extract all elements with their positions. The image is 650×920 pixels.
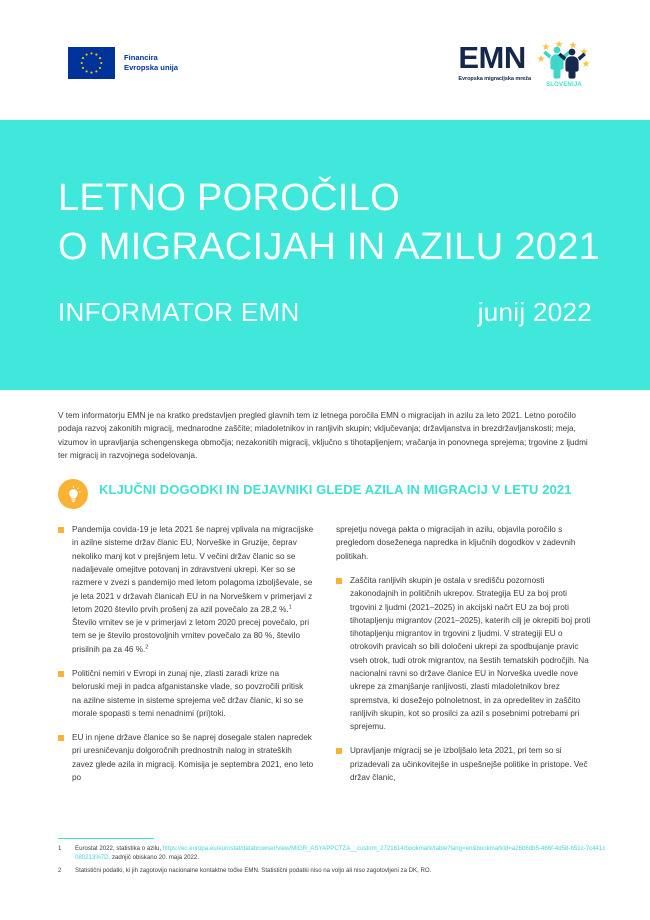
- emn-emblem: [536, 39, 592, 88]
- emn-acronym: EMN: [458, 40, 526, 75]
- list-item: [58, 667, 314, 720]
- column-left: [58, 523, 314, 795]
- footnote-number: 2: [58, 867, 62, 875]
- footnote-ref-2[interactable]: 2: [145, 643, 149, 650]
- list-item-text: Pandemija covida-19 je leta 2021 še naprej vplivala na migracijske in azilne sisteme držav članic EU, Norveške in Gruzije, čeprav nekoliko manj kot v prejšnjem letu. V večini držav članic so se nadaljevale omejitve potovanj in zdravstveni ukrepi. Ker so se razmere v zvezi s pandemijo med letom polagoma izboljševale, se je leta 2021 v državah članicah EU in na Norveškem v primerjavi z letom 2020 število prvih prošenj za azil povečalo za 28,2 %.$^1$ Število vrnitev se je v primerjavi z letom 2020 precej povečalo, pri tem se je število prostovoljnih vrnitev povečalo za 80 %, število prisilnih pa za 46 %.$^2$: [72, 525, 314, 654]
- emn-logo: [458, 42, 592, 88]
- eu-funding-line-1: Financira: [124, 52, 158, 62]
- footnotes: [58, 838, 606, 879]
- list-item-text: Politični nemiri v Evropi in zunaj nje, zlasti zaradi krize na beloruski meji in padca afganistanske vlade, so povzročili pritisk na azilne sisteme in sisteme sprejema več držav članic, ki so se morale spopasti s temi nenadnimi (pri)toki.: [72, 668, 304, 718]
- bullet-marker: [58, 527, 64, 533]
- eu-funding-text: [124, 53, 178, 73]
- intro-paragraph: V tem informatorju EMN je na kratko predstavljen pregled glavnih tem iz letnega poročila EMN o migracijah in azilu za leto 2021. Letno poročilo podaja razvoj zakonitih migracij, mednarodne zaščite; mladoletnikov in ranljivih skupin; vključevanja; državljanstva in brezdržavljanskosti; meja, vizumov in upravljanja schengenskega območja; nezakonitih migracij, vključno s tihotapljenjem; vračanja in ponovnega sprejema; trgovine z ljudmi ter migracij in razvojnega sodelovanja.: [58, 411, 588, 460]
- list-item-text: EU in njene države članice so še naprej dosegale stalen napredek pri uresničevanju dolgoročnih prednostnih nalog in strateških zavez glede azila in migracij. Komisija je septembra 2021, eno leto po: [72, 733, 314, 782]
- list-item: [336, 744, 592, 784]
- bullet-marker: [58, 671, 64, 677]
- footnote-item: [58, 866, 606, 875]
- emn-figures-icon: [536, 39, 592, 81]
- page-subtitle: INFORMATOR EMN: [58, 297, 300, 327]
- footnote-text: Statistični podatki, ki jih zagotovijo nacionalne kontaktne točke EMN. Statistični podatki niso na voljo ali niso zagotovljeni za DK, RO.: [75, 867, 432, 875]
- list-item-text: Zaščita ranljivih skupin je ostala v središču pozornosti zakonodajnih in političnih ukrepov. Strategija EU za boj proti trgovini z ljudmi (2021–2025) in akcijski načrt EU za boj proti tihotapljenju migrantov (2021–2025), katerih cilj je okrepiti boj proti tihotapljenju migrantov in trgovini z ljudmi. V strategiji EU o otrokovih pravicah so bili določeni ukrepi za spodbujanje pravic vseh otrok, tudi otrok migrantov, na šestih tematskih področjih. Na nacionalni ravni so države članice EU in Norveška uvedle nove ukrepe za zmanjšanje ranljivosti, zlasti mladoletnikov brez spremstva, ki dosežejo polnoletnost, in za opredelitev in zaščito ranljivih skupin, kot so prosilci za azil s posebnimi potrebami pri sprejemu.: [350, 575, 591, 732]
- eu-flag-icon: [68, 47, 115, 79]
- column-right: [336, 523, 592, 795]
- section-title: KLJUČNI DOGODKI IN DEJAVNIKI GLEDE AZILA IN MIGRACIJ V LETU 2021: [99, 482, 572, 498]
- emn-logo-text: [458, 42, 531, 82]
- bullet-marker: [336, 748, 342, 754]
- footnote-text: Eurostat 2022, statistika o azilu, https://ec.europa.eu/eurostat/databrowser/view/MIGR_ASYAPPCTZA__custom_2721614/bookmark/table?lang=en&bookmarkId=a26b6db5-466f-4d58-b51c-7c441c080213%7D, zadnjič obiskano 20. maja 2022.: [75, 845, 606, 862]
- bullet-marker: [336, 578, 342, 584]
- list-item: [58, 731, 314, 784]
- eu-funding-line-2: Evropska unija: [124, 63, 179, 72]
- publication-date: junij 2022: [477, 297, 592, 327]
- lightbulb-icon: [58, 479, 88, 509]
- eu-funding-logo: [68, 47, 178, 79]
- logo-strip: [0, 0, 650, 120]
- list-item-text: Upravljanje migracij se je izboljšalo leta 2021, pri tem so si prizadevali za učinkovitejše in uspešnejše politike in pristope. Več držav članic,: [350, 746, 588, 782]
- list-item: [58, 523, 314, 656]
- section-header: [58, 480, 592, 509]
- two-column-content: [58, 523, 592, 795]
- bullet-marker: [58, 735, 64, 741]
- footnote-number: 1: [58, 845, 62, 852]
- page-title-line-2: O MIGRACIJAH IN AZILU 2021: [58, 225, 601, 268]
- emn-country-label: SLOVENIJA: [546, 82, 582, 88]
- list-item: [336, 574, 592, 733]
- footnote-ref-1[interactable]: 1: [288, 604, 292, 611]
- emn-tagline: Evropska migracijska mreža: [458, 76, 531, 82]
- footnote-divider: [58, 838, 154, 839]
- footnote-item: [58, 844, 606, 862]
- title-subtitle-row: [58, 297, 592, 328]
- document-body: [0, 390, 650, 795]
- page-title-line-1: LETNO POROČILO: [58, 177, 401, 219]
- page-title: [58, 174, 600, 271]
- continued-paragraph: sprejetju novega pakta o migracijah in azilu, objavila poročilo s pregledom doseženega napredka in ključnih dogodkov v zadevnih politikah.: [336, 525, 576, 561]
- title-band: [0, 120, 650, 390]
- footnote-link[interactable]: https://ec.europa.eu/eurostat/databrowser/view/MIGR_ASYAPPCTZA__custom_2721614/bookmark/table?lang=en&bookmarkId=a26b6db5-466f-4d58-b51c-7c441c080213%7D,: [75, 845, 606, 862]
